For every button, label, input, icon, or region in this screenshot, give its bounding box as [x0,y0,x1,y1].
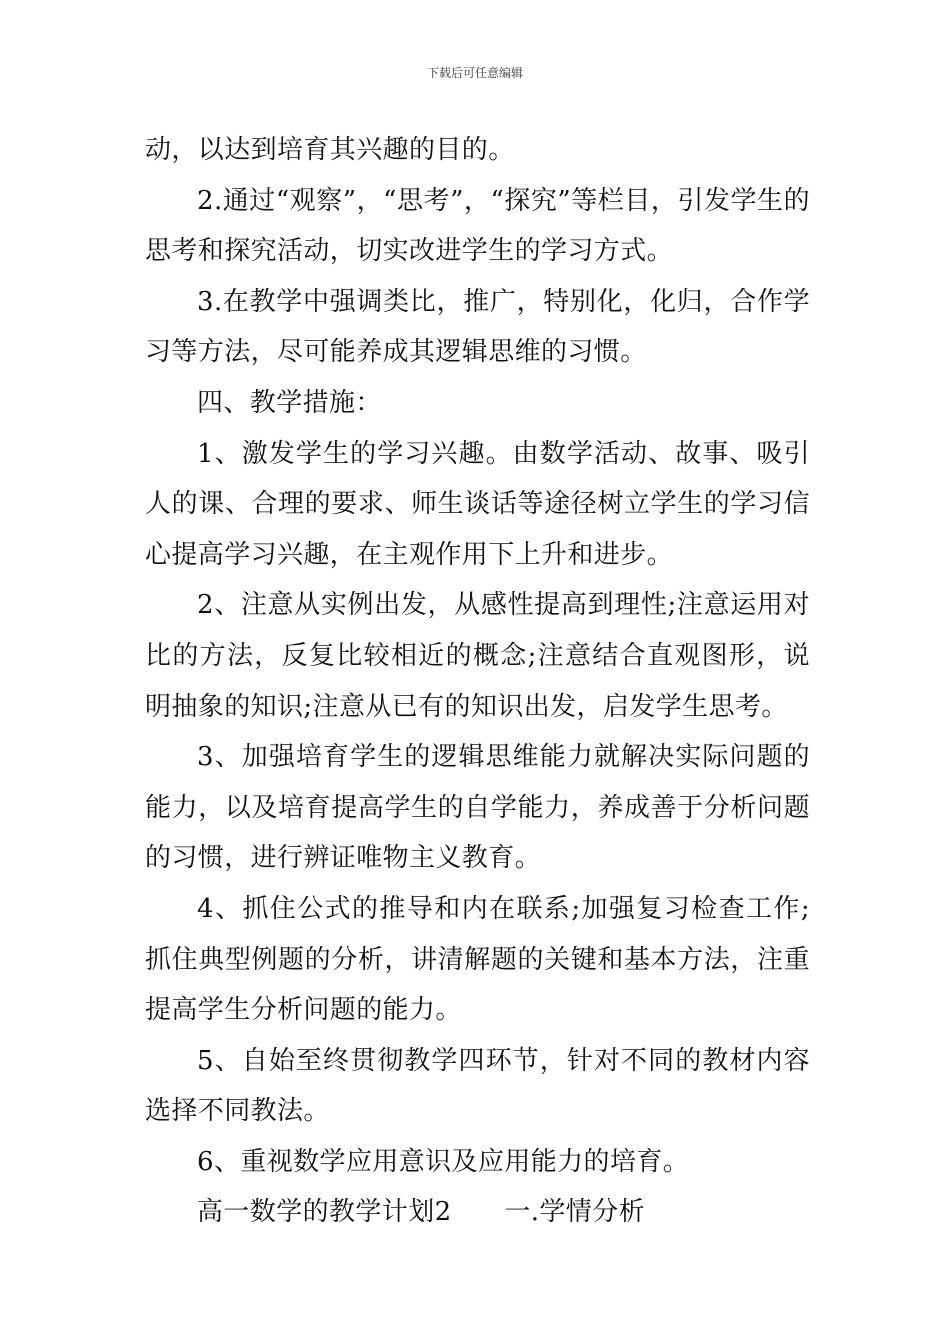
paragraph-goal-3: 3.在教学中强调类比，推广，特别化，化归，合作学习等方法，尽可能养成其逻辑思维的习惯。 [145,286,810,368]
paragraph-measure-3: 3、加强培育学生的逻辑思维能力就解决实际问题的能力，以及培育提高学生的自学能力，养成善于分析问题的习惯，进行辨证唯物主义教育。 [145,742,810,874]
page-header: 下载后可任意编辑 [426,66,523,80]
paragraph-measure-2: 2、注意从实例出发，从感性提高到理性;注意运用对比的方法，反复比较相近的概念;注意结合直观图形，说明抽象的知识;注意从已有的知识出发，启发学生思考。 [145,590,810,722]
paragraph-measure-5: 5、自始至终贯彻教学四环节，针对不同的教材内容选择不同教法。 [145,1045,810,1127]
section-heading-plan-2: 高一数学的教学计划2 一.学情分析 [197,1197,646,1228]
paragraph-goal-2: 2.通过“观察”，“思考”，“探究”等栏目，引发学生的思考和探究活动，切实改进学生的学习方式。 [145,185,810,267]
section-heading-measures: 四、教学措施： [197,387,382,418]
paragraph-measure-1: 1、激发学生的学习兴趣。由数学活动、故事、吸引人的课、合理的要求、师生谈话等途径树立学生的学习信心提高学习兴趣，在主观作用下上升和进步。 [145,438,810,570]
paragraph-measure-4: 4、抓住公式的推导和内在联系;加强复习检查工作;抓住典型例题的分析，讲清解题的关键和基本方法，注重提高学生分析问题的能力。 [145,893,810,1026]
document-body [145,125,810,1238]
paragraph-measure-6: 6、重视数学应用意识及应用能力的培育。 [197,1146,690,1177]
paragraph-continuation: 动，以达到培育其兴趣的目的。 [145,135,515,165]
